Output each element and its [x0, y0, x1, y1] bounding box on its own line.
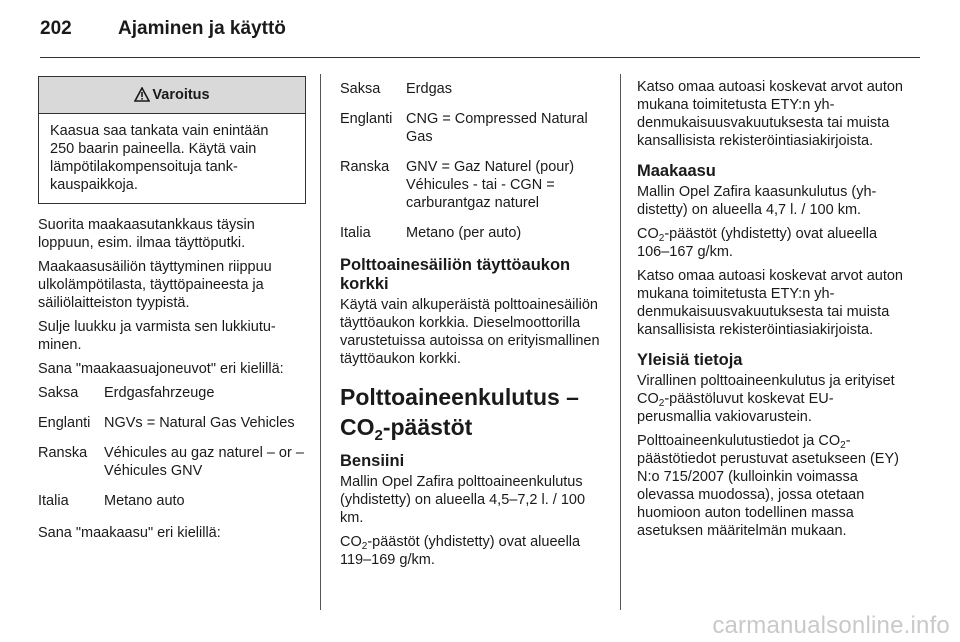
table-row [38, 492, 306, 510]
term-cell: Erdgas [406, 81, 452, 97]
warning-box [38, 76, 306, 204]
country-cell: Ranska [38, 445, 88, 461]
section-heading: Bensiini [340, 452, 405, 470]
country-cell: Englanti [38, 415, 91, 431]
country-cell: Englanti [340, 111, 393, 127]
paragraph: $CO_2$-päästöt (yhdistetty) ovat alueella 119–169 g/km. [340, 534, 581, 568]
table-row [38, 384, 306, 402]
gas-terms-table [340, 80, 606, 242]
section-heading: Yleisiä tietoja [637, 351, 743, 369]
chapter-heading: Polttoaineenkulutus – $CO_2$-päästöt [340, 384, 579, 444]
term-cell: Metano auto [104, 493, 185, 509]
term-cell: Metano (per auto) [406, 225, 522, 241]
term-cell: CNG = Compressed Natural Gas [406, 111, 588, 145]
country-cell: Saksa [38, 385, 79, 401]
term-cell: NGVs = Natural Gas Vehicles [104, 415, 295, 431]
paragraph: Suorita maakaasutankkaus täysin loppuun, esim. ilmaa täyttöputki. [38, 217, 255, 251]
page-number: 202 [40, 18, 72, 39]
paragraph: $CO_2$-päästöt (yhdistetty) ovat alueella 106–167 g/km. [637, 226, 878, 260]
table-row [340, 158, 606, 212]
paragraph: Sana "maakaasu" eri kielillä: [38, 525, 221, 541]
vehicle-terms-table [38, 384, 306, 510]
section-heading: Maakaasu [637, 162, 716, 180]
header-rule [40, 57, 920, 58]
paragraph: Polttoaineenkulutustiedot ja $CO_2$-päästötiedot perustuvat asetukseen (EY) N:o 715/2007 (kulloinkin voimassa olevassa muodossa), jossa otetaan huomioon auton todellinen massa asetuksen määritelmän mukaan. [637, 433, 899, 539]
paragraph: Sulje luukku ja varmista sen lukkiutuminen. [38, 319, 276, 353]
paragraph: Maakaasusäiliön täyttyminen riippuu ulkolämpötilasta, täyttöpaineesta ja säiliölaitteiston tyypistä. [38, 259, 272, 311]
country-cell: Saksa [340, 81, 381, 97]
warning-triangle-icon [134, 80, 150, 116]
paragraph: Katso omaa autoasi koskevat arvot auton mukana toimitetusta ETY:n yhdenmukaisuusvakuutuksesta tai muista kansallisista rekisteröintiasiakirjoista. [637, 268, 903, 338]
country-cell: Italia [38, 493, 69, 509]
paragraph: Mallin Opel Zafira polttoaineenkulutus (yhdistetty) on alueella 4,5–7,2 l. / 100 km. [340, 474, 586, 526]
table-row [38, 444, 306, 480]
paragraph: Virallinen polttoaineenkulutus ja erityiset $CO_2$-päästöluvut koskevat EU-perusmallia vakiovarustein. [637, 373, 895, 425]
country-cell: Ranska [340, 159, 390, 175]
term-cell: Erdgasfahrzeuge [104, 385, 215, 401]
table-row [340, 224, 606, 242]
term-cell: GNV = Gaz Naturel (pour) Véhicules - tai - CGN = carburantgaz naturel [406, 159, 575, 211]
page-title: Ajaminen ja käyttö [118, 18, 286, 39]
paragraph: Katso omaa autoasi koskevat arvot auton mukana toimitetusta ETY:n yhdenmukaisuusvakuutuksesta tai muista kansallisista rekisteröintiasiakirjoista. [637, 79, 903, 149]
column-3 [637, 60, 903, 546]
warning-text: Kaasua saa tankata vain enintään 250 baarin paineella. Käytä vain lämpötilakompensoituja tankkauspaikkoja. [50, 123, 269, 193]
term-cell: Véhicules au gaz naturel – or – Véhicules GNV [104, 445, 304, 479]
paragraph: Sana "maakaasuajoneuvot" eri kielillä: [38, 361, 284, 377]
table-row [38, 414, 306, 432]
warning-title: Varoitus [152, 87, 210, 103]
table-row [340, 110, 606, 146]
column-divider [320, 74, 321, 610]
column-1 [38, 60, 306, 548]
section-heading: Polttoainesäiliön täyttöaukon korkki [340, 256, 571, 293]
column-divider [620, 74, 621, 610]
warning-header [39, 77, 305, 114]
column-2 [340, 60, 606, 575]
country-cell: Italia [340, 225, 371, 241]
paragraph: Mallin Opel Zafira kaasunkulutus (yhdistetty) on alueella 4,7 l. / 100 km. [637, 184, 877, 218]
paragraph: Käytä vain alkuperäistä polttoainesäiliön täyttöaukon korkkia. Dieselmoottorilla varustetuissa autoissa on erityismallinen täyttöaukon korkki. [340, 297, 600, 367]
table-row [340, 80, 606, 98]
watermark: carmanualsonline.info [712, 612, 950, 639]
